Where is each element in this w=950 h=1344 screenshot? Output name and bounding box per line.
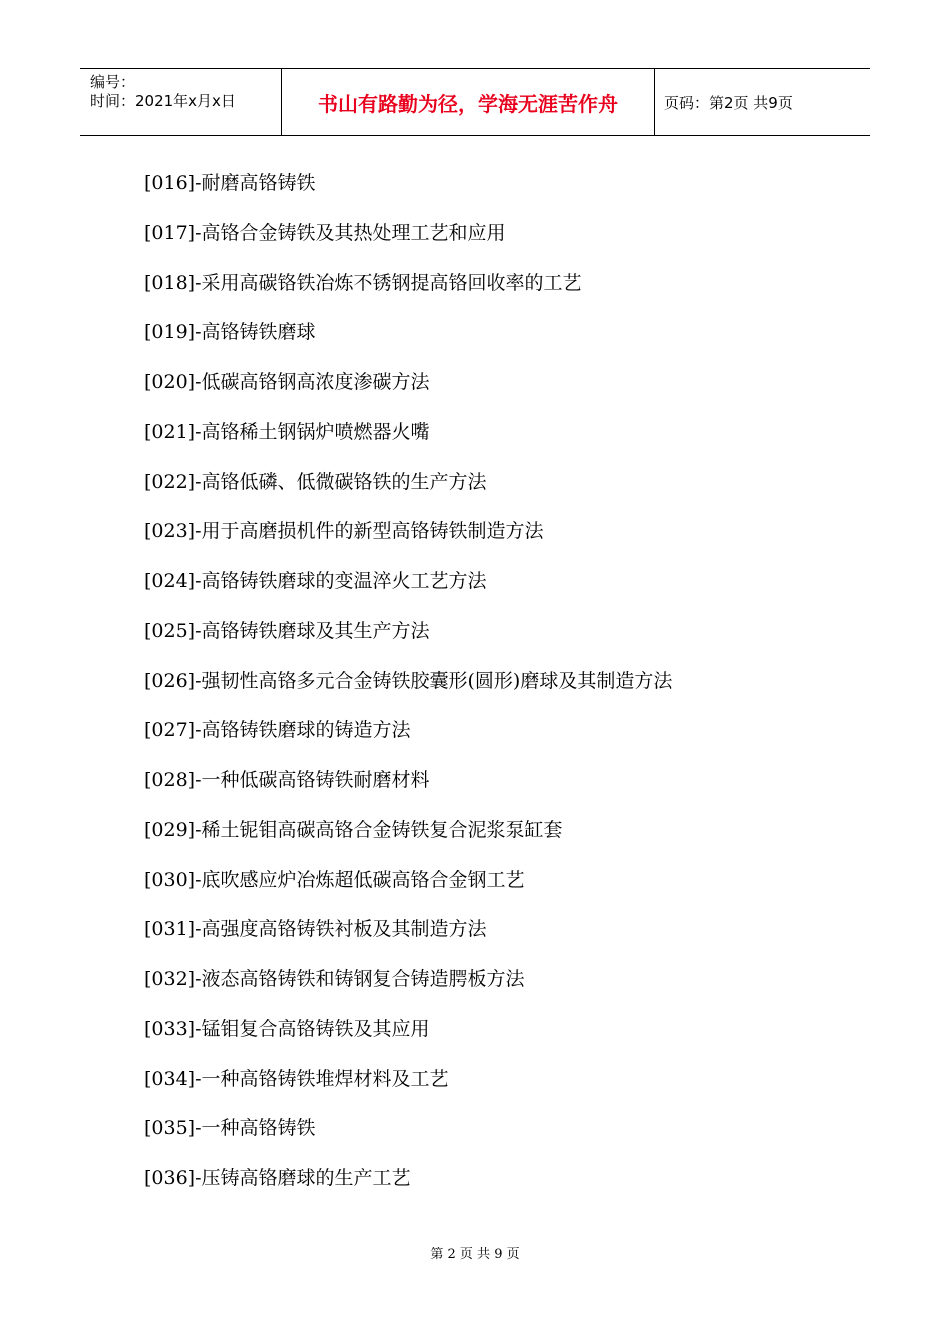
list-item: [025]-高铬铸铁磨球及其生产方法 xyxy=(144,619,430,642)
list-item: [024]-高铬铸铁磨球的变温淬火工艺方法 xyxy=(144,570,487,592)
list-item: [026]-强韧性高铬多元合金铸铁胶囊形(圆形)磨球及其制造方法 xyxy=(144,669,673,692)
list-item: [023]-用于高磨损机件的新型高铬铸铁制造方法 xyxy=(144,520,544,543)
list-item: [034]-一种高铬铸铁堆焊材料及工艺 xyxy=(144,1067,449,1090)
list-item: [031]-高强度高铬铸铁衬板及其制造方法 xyxy=(144,918,487,941)
list-item: [027]-高铬铸铁磨球的铸造方法 xyxy=(144,719,411,742)
list-item: [029]-稀土铌钼高碳高铬合金铸铁复合泥浆泵缸套 xyxy=(144,818,563,841)
list-item: [020]-低碳高铬钢高浓度渗碳方法 xyxy=(144,371,430,393)
list-item: [018]-采用高碳铬铁冶炼不锈钢提高铬回收率的工艺 xyxy=(144,271,582,294)
document-number-label: 编号： xyxy=(90,73,136,91)
list-item: [032]-液态高铬铸铁和铸钢复合铸造腭板方法 xyxy=(144,968,525,990)
header-page-cell xyxy=(655,69,870,135)
page-footer: 第 2 页 共 9 页 xyxy=(430,1247,520,1262)
header-meta-cell xyxy=(80,69,282,135)
page-header xyxy=(80,68,870,136)
header-motto-cell xyxy=(282,69,655,135)
header-motto: 书山有路勤为径，学海无涯苦作舟 xyxy=(318,92,618,116)
list-item: [035]-一种高铬铸铁 xyxy=(144,1117,316,1140)
list-item: [028]-一种低碳高铬铸铁耐磨材料 xyxy=(144,769,430,791)
list-item: [030]-底吹感应炉冶炼超低碳高铬合金钢工艺 xyxy=(144,868,525,891)
list-item: [021]-高铬稀土钢锅炉喷燃器火嘴 xyxy=(144,420,430,443)
list-item: [036]-压铸高铬磨球的生产工艺 xyxy=(144,1167,411,1189)
document-time-label: 时间：2021年x月x日 xyxy=(90,92,236,110)
list-item: [019]-高铬铸铁磨球 xyxy=(144,321,316,344)
list-item: [017]-高铬合金铸铁及其热处理工艺和应用 xyxy=(144,221,506,244)
header-page-info: 页码：第2页 共9页 xyxy=(664,94,793,112)
list-item: [022]-高铬低磷、低微碳铬铁的生产方法 xyxy=(144,470,487,493)
list-item: [033]-锰钼复合高铬铸铁及其应用 xyxy=(144,1017,430,1040)
list-item: [016]-耐磨高铬铸铁 xyxy=(144,172,316,194)
patent-title-list xyxy=(144,168,672,1213)
